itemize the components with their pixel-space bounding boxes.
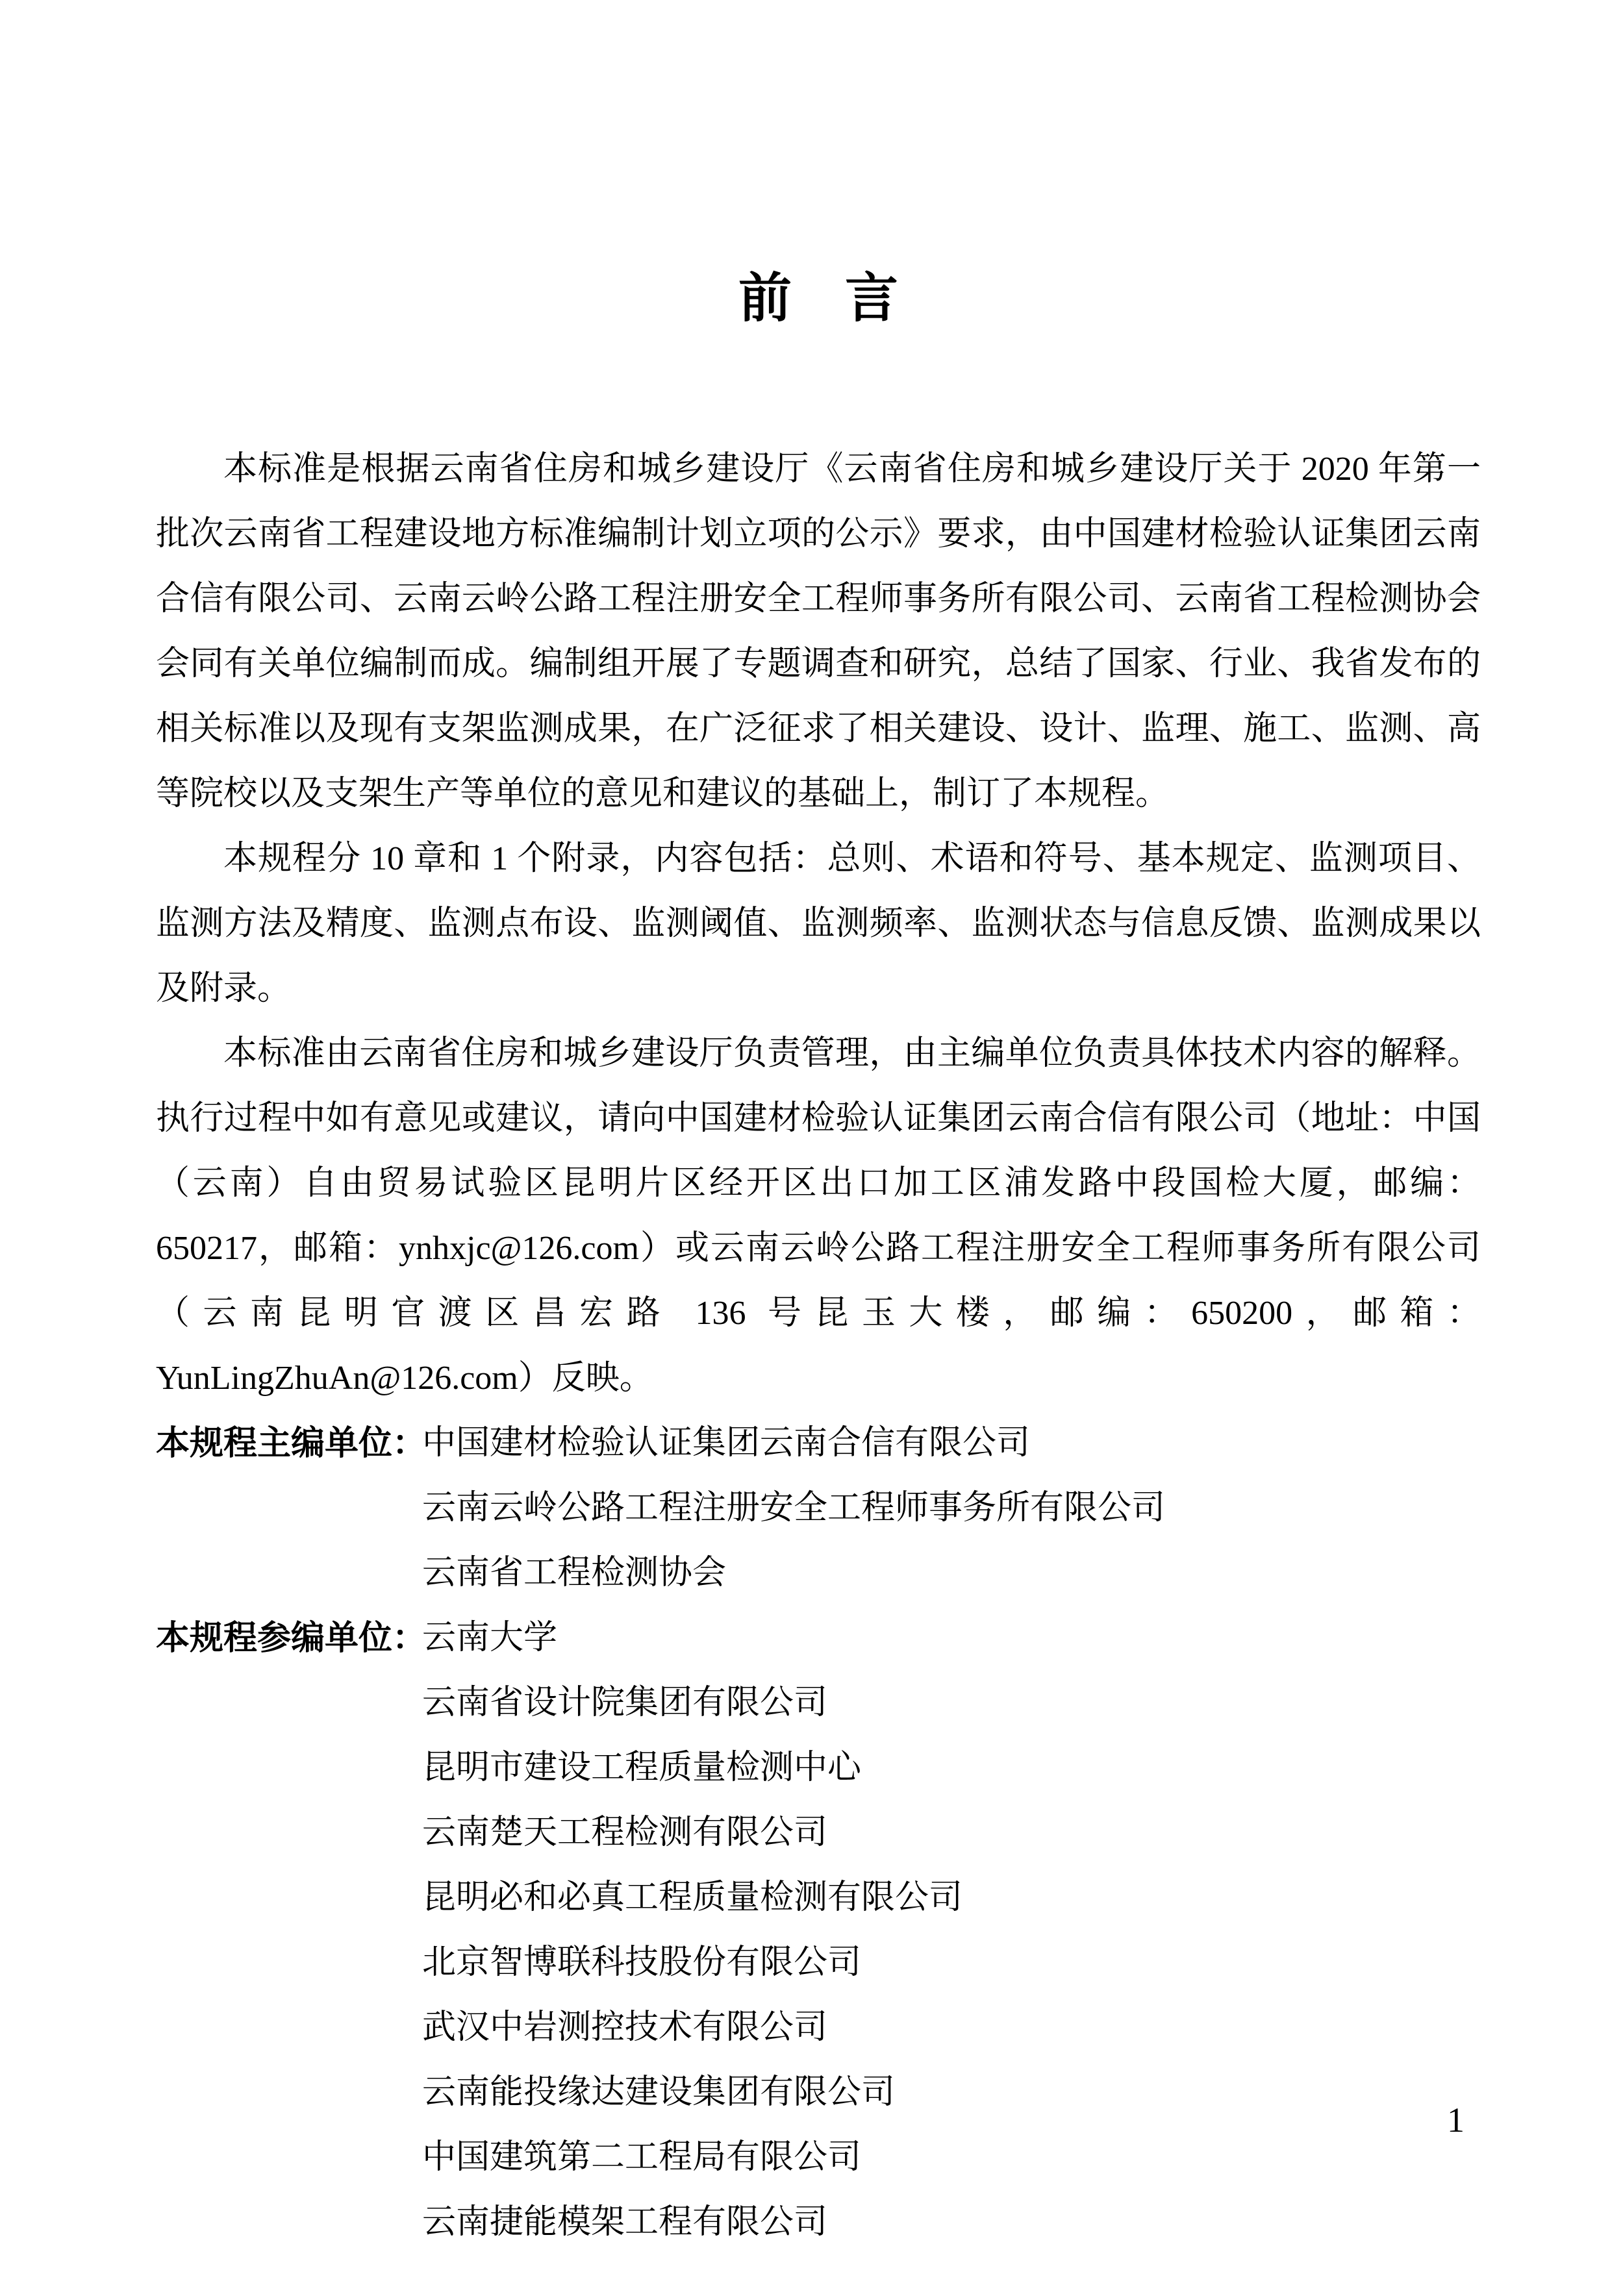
list-item: 云南大学 [422, 1619, 558, 1656]
list-item: 云南能投缘达建设集团有限公司 [422, 2074, 896, 2111]
chief-editor-label: 本规程主编单位： [156, 1425, 427, 1462]
participating-editor-unit-list [422, 1606, 1481, 2255]
page-title: 前 言 [738, 269, 898, 328]
list-item: 云南楚天工程检测有限公司 [422, 1814, 828, 1851]
list-item: 中国建筑第二工程局有限公司 [422, 2139, 862, 2176]
list-item: 武汉中岩测控技术有限公司 [422, 2009, 828, 2046]
page-number: 1 [1447, 2101, 1465, 2140]
list-item: 中国建材检验认证集团云南合信有限公司 [422, 1425, 1031, 1462]
participating-editor-section [156, 1606, 1481, 2255]
chief-editor-unit-list [422, 1411, 1481, 1606]
list-item: 云南省工程检测协会 [422, 1554, 727, 1591]
list-item: 云南捷能模架工程有限公司 [422, 2204, 828, 2241]
chief-editor-section [156, 1411, 1481, 1606]
preface-paragraph-2: 本规程分 10 章和 1 个附录，内容包括：总则、术语和符号、基本规定、监测项目、监测方法及精度、监测点布设、监测阈值、监测频率、监测状态与信息反馈、监测成果以及附录。 [156, 840, 1481, 1007]
list-item: 云南云岭公路工程注册安全工程师事务所有限公司 [422, 1490, 1166, 1527]
list-item: 云南省设计院集团有限公司 [422, 1684, 828, 1721]
list-item: 北京智博联科技股份有限公司 [422, 1944, 862, 1981]
list-item: 昆明必和必真工程质量检测有限公司 [422, 1879, 963, 1916]
participating-editor-label: 本规程参编单位： [156, 1619, 427, 1657]
preface-paragraph-3: 本标准由云南省住房和城乡建设厅负责管理，由主编单位负责具体技术内容的解释。执行过程中如有意见或建议，请向中国建材检验认证集团云南合信有限公司（地址：中国（云南）自由贸易试验区昆明片区经开区出口加工区浦发路中段国检大厦，邮编：650217，邮箱：ynhxjc@126.com）或云南云岭公路工程注册安全工程师事务所有限公司（云南昆明官渡区昌宏路 136 号昆玉大楼，邮编：650200，邮箱：YunLingZhuAn@126.com）反映。 [156, 1035, 1481, 1397]
list-item: 昆明市建设工程质量检测中心 [422, 1749, 862, 1786]
preface-paragraph-1: 本标准是根据云南省住房和城乡建设厅《云南省住房和城乡建设厅关于 2020 年第一批次云南省工程建设地方标准编制计划立项的公示》要求，由中国建材检验认证集团云南合信有限公司、云南云岭公路工程注册安全工程师事务所有限公司、云南省工程检测协会会同有关单位编制而成。编制组开展了专题调查和研究，总结了国家、行业、我省发布的相关标准以及现有支架监测成果，在广泛征求了相关建设、设计、监理、施工、监测、高等院校以及支架生产等单位的意见和建议的基础上，制订了本规程。 [156, 451, 1481, 812]
preface-body [156, 437, 1481, 2255]
